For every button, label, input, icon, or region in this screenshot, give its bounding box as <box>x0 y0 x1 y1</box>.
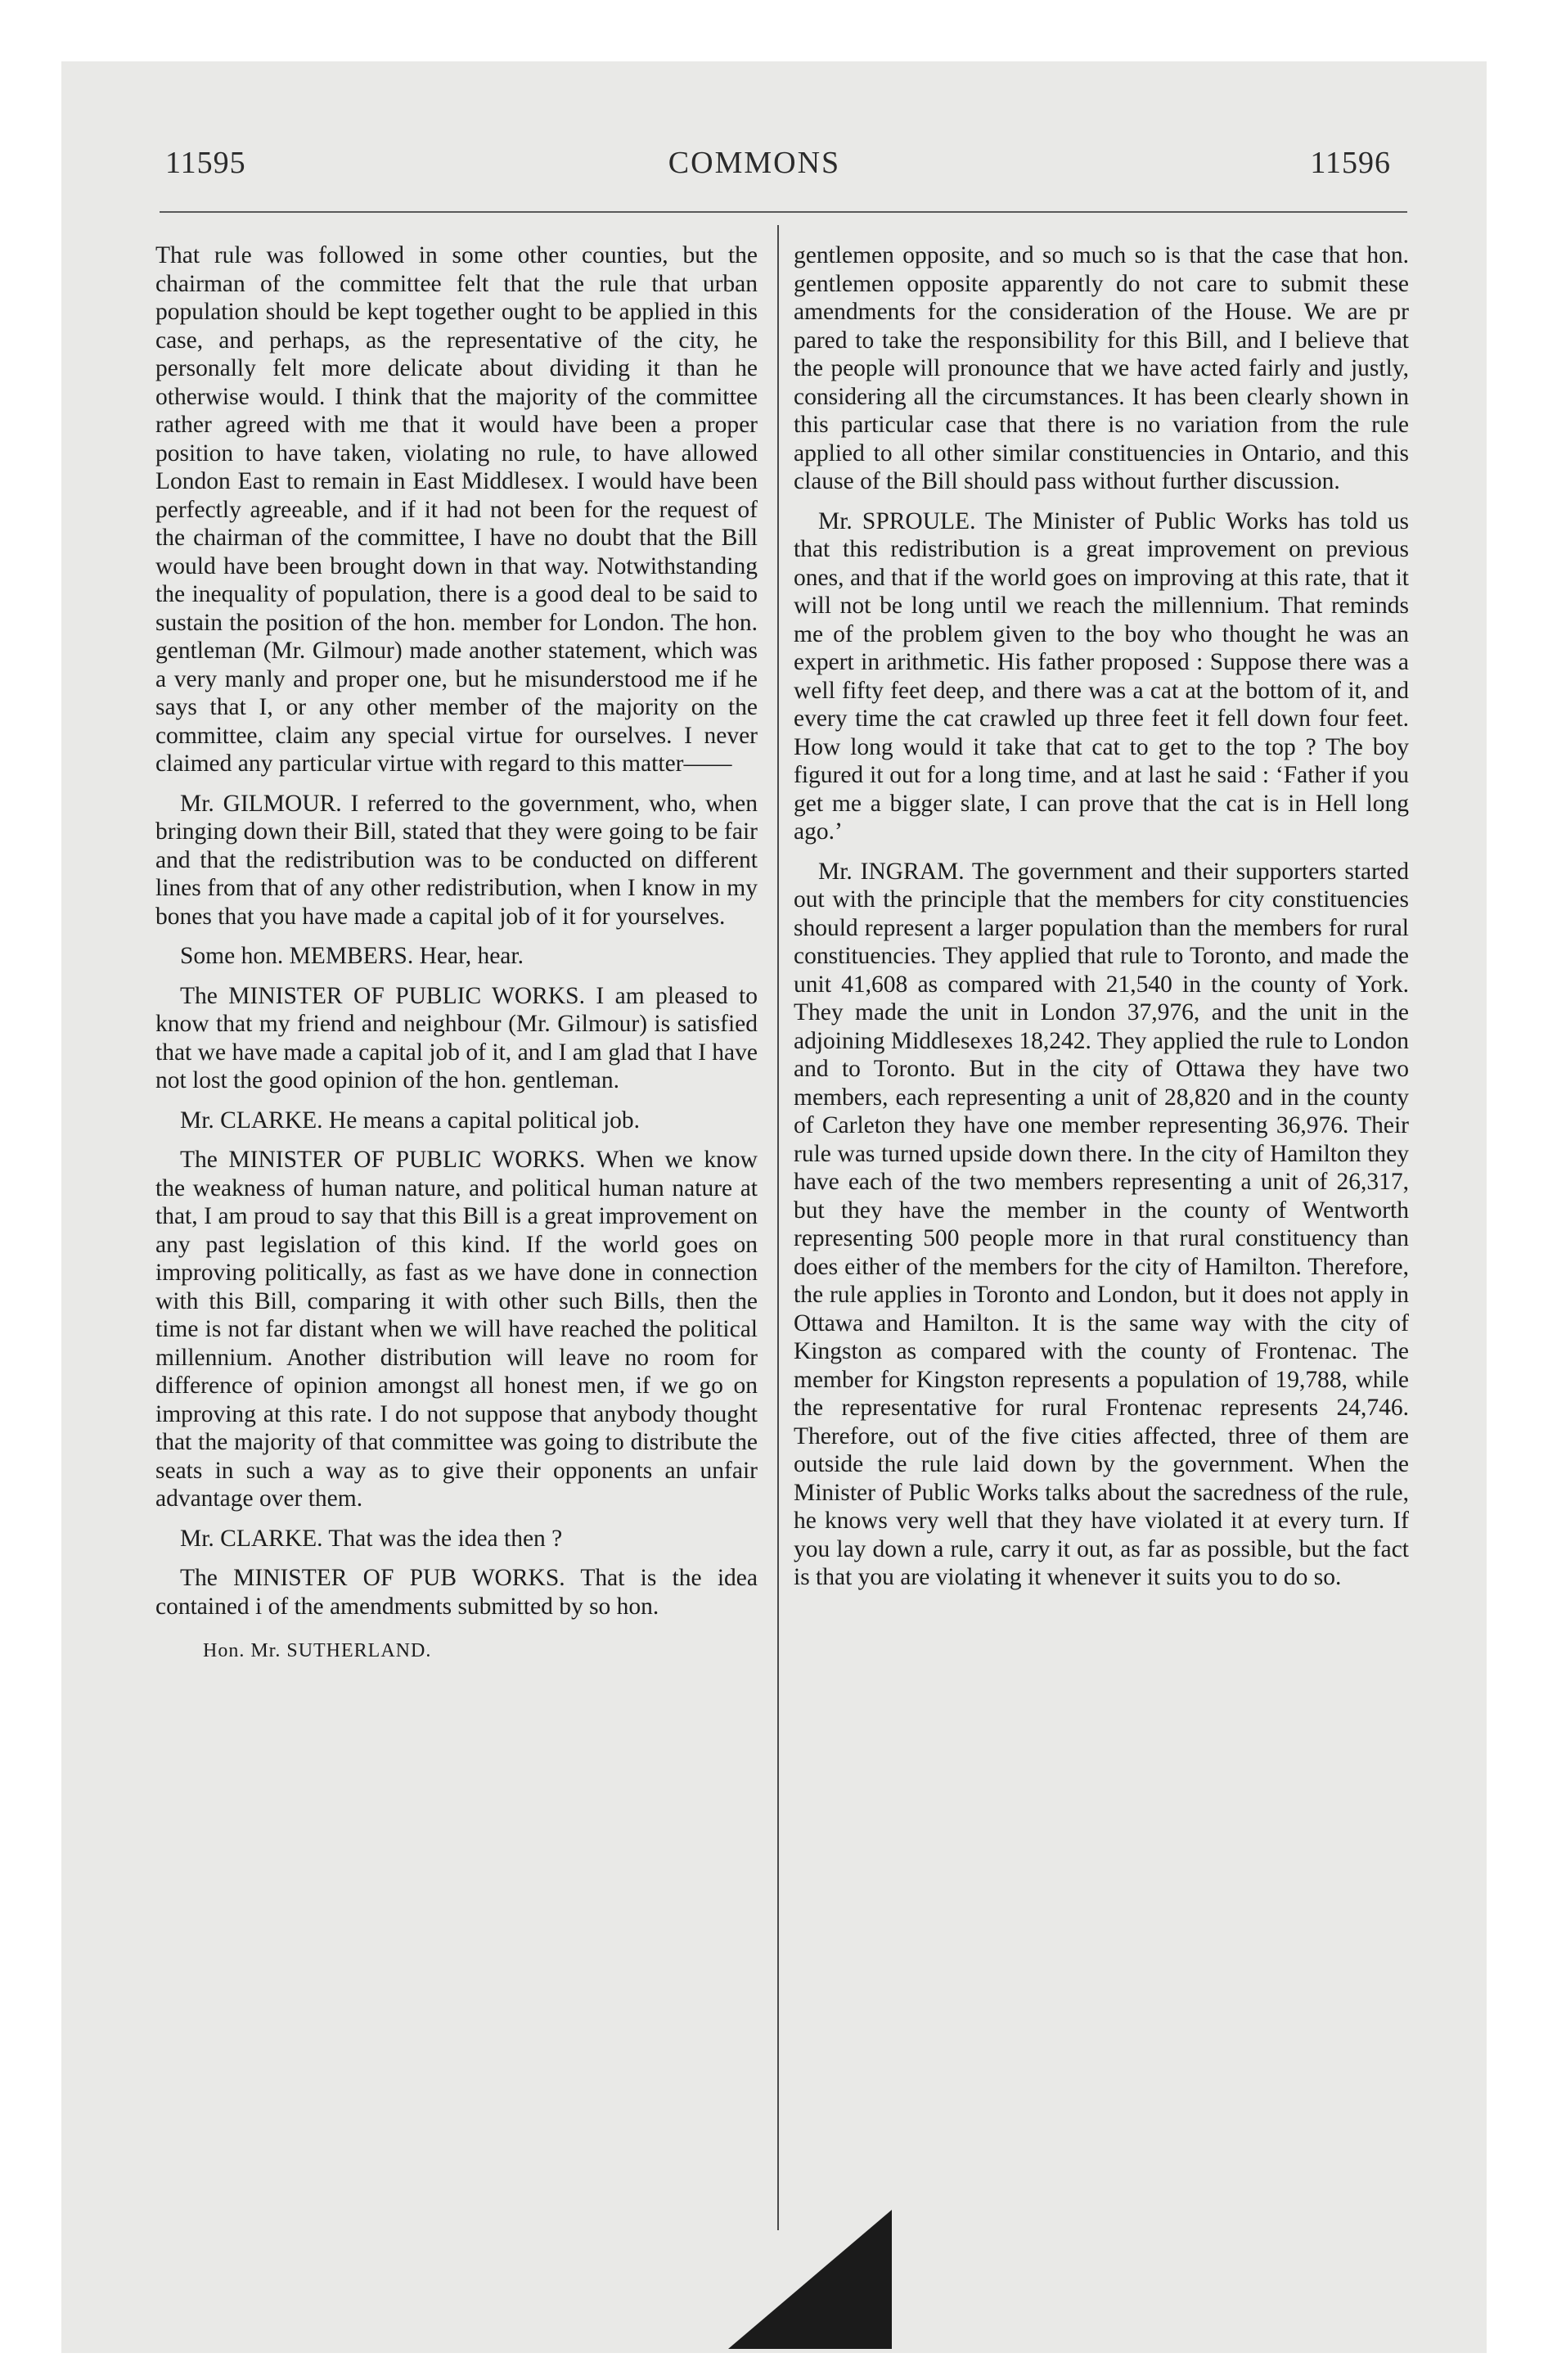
paragraph: Mr. CLARKE. That was the idea then ? <box>180 1525 563 1552</box>
right-column <box>794 241 1409 1603</box>
paragraph: Mr. INGRAM. The government and their supporters started out with the principle that the members for city constituencies should represent a larger population than the members for rural constituencies. They applied that rule to Toronto, and made the unit 41,608 as compared with 21,540 in the county of York. They made the unit in London 37,976, and the unit in the adjoining Middlesexes 18,242. They applied the rule to London and to Toronto. But in the city of Ottawa they have two members, each representing a unit of 28,820 and in the county of Carleton they have one member representing 36,976. Their rule was turned upside down there. In the city of Hamilton they have each of the two members representing a unit of 26,317, but they have the member in the county of Wentworth representing 500 people more in that rural constituency than does either of the members for the city of Hamilton. Therefore, the rule applies in Toronto and London, but it does not apply in Ottawa and Hamilton. It is the same way with the city of Kingston as compared with the county of Frontenac. The member for Kingston represents a population of 19,788, while the representative for rural Frontenac represents 24,746. Therefore, out of the five cities affected, three of them are outside the rule laid down by the government. When the Minister of Public Works talks about the sacredness of the rule, he knows very well that they have violated it at every turn. If you lay down a rule, carry it out, as far as possible, but the fact is that you are violating it whenever it suits you to do so. <box>794 858 1409 1590</box>
page-title: COMMONS <box>668 146 841 180</box>
paragraph: The MINISTER OF PUBLIC WORKS. I am pleased to know that my friend and neighbour (Mr. Gilmour) is satisfied that we have made a capital job of it, and I am glad that I have not lost the good opinion of the hon. gentleman. <box>155 982 758 1093</box>
left-column <box>155 241 758 1666</box>
paragraph: Some hon. MEMBERS. Hear, hear. <box>180 943 524 969</box>
page-number-right: 11596 <box>1310 146 1391 180</box>
paragraph: Mr. GILMOUR. I referred to the government, who, when bringing down their Bill, stated that they were going to be fair and that the redistribution was to be conducted on different lines from that of any other redistribution, when I know in my bones that you have made a capital job of it for yourselves. <box>155 790 758 930</box>
paragraph: Mr. SPROULE. The Minister of Public Works has told us that this redistribution is a great improvement on previous ones, and that if the world goes on improving at this rate, that it will not be long until we reach the millennium. That reminds me of the problem given to the boy who thought he was an expert in arithmetic. His father proposed : Suppose there was a well fifty feet deep, and there was a cat at the bottom of it, and every time the cat crawled up three feet it fell down four feet. How long would it take that cat to get to the top ? The boy figured it out for a long time, and at last he said : ‘Father if you get me a bigger slate, I can prove that the cat is in Hell long ago.’ <box>794 507 1409 845</box>
page-header <box>100 135 1409 189</box>
paragraph: The MINISTER OF PUBLIC WORKS. When we know the weakness of human nature, and political human nature at that, I am proud to say that this Bill is a great improvement on any past legislation of this kind. If the world goes on improving politically, as fast as we have done in connection with this Bill, comparing it with other such Bills, then the time is not far distant when we will have reached the political millennium. Another distribution will leave no room for difference of opinion amongst all honest men, if we go on improving at this rate. I do not suppose that anybody thought that the majority of that committee was going to distribute the seats in such a way as to give their opponents an unfair advantage over them. <box>155 1147 758 1512</box>
paragraph: Mr. CLARKE. He means a capital political job. <box>180 1107 641 1134</box>
page-number-left: 11595 <box>165 146 246 180</box>
header-rule <box>160 211 1407 213</box>
speaker-signature: Hon. Mr. SUTHERLAND. <box>203 1640 432 1661</box>
paragraph: That rule was followed in some other counties, but the chairman of the committee felt that the rule that urban population should be kept together ought to be applied in this case, and perhaps, as the representative of the city, he personally felt more delicate about dividing it than he otherwise would. I think that the majority of the committee rather agreed with me that it would have been a proper position to have taken, violating no rule, to have allowed London East to remain in East Middlesex. I would have been perfectly agreeable, and if it had not been for the request of the chairman of the committee, I have no doubt that the Bill would have been brought down in that way. Notwithstanding the inequality of population, there is a good deal to be said to sustain the position of the hon. member for London. The hon. gentleman (Mr. Gilmour) made another statement, which was a very manly and proper one, but he misunderstood me if he says that I, or any other member of the majority on the committee, claim any special virtue for ourselves. I never claimed any particular virtue with regard to this matter—— <box>155 242 758 777</box>
paragraph: gentlemen opposite, and so much so is that the case that hon. gentlemen opposite apparently do not care to submit these amendments for the consideration of the House. We are pr pared to take the responsibility for this Bill, and I believe that the people will pronounce that we have acted fairly and justly, considering all the circumstances. It has been clearly shown in this particular case that there is no variation from the rule applied to all other similar constituencies in Ontario, and this clause of the Bill should pass without further discussion. <box>794 242 1409 494</box>
paragraph: The MINISTER OF PUB WORKS. That is the idea contained i of the amendments submitted by so hon. <box>155 1565 758 1620</box>
column-divider <box>777 225 779 2230</box>
page-corner-shadow <box>728 2210 892 2349</box>
